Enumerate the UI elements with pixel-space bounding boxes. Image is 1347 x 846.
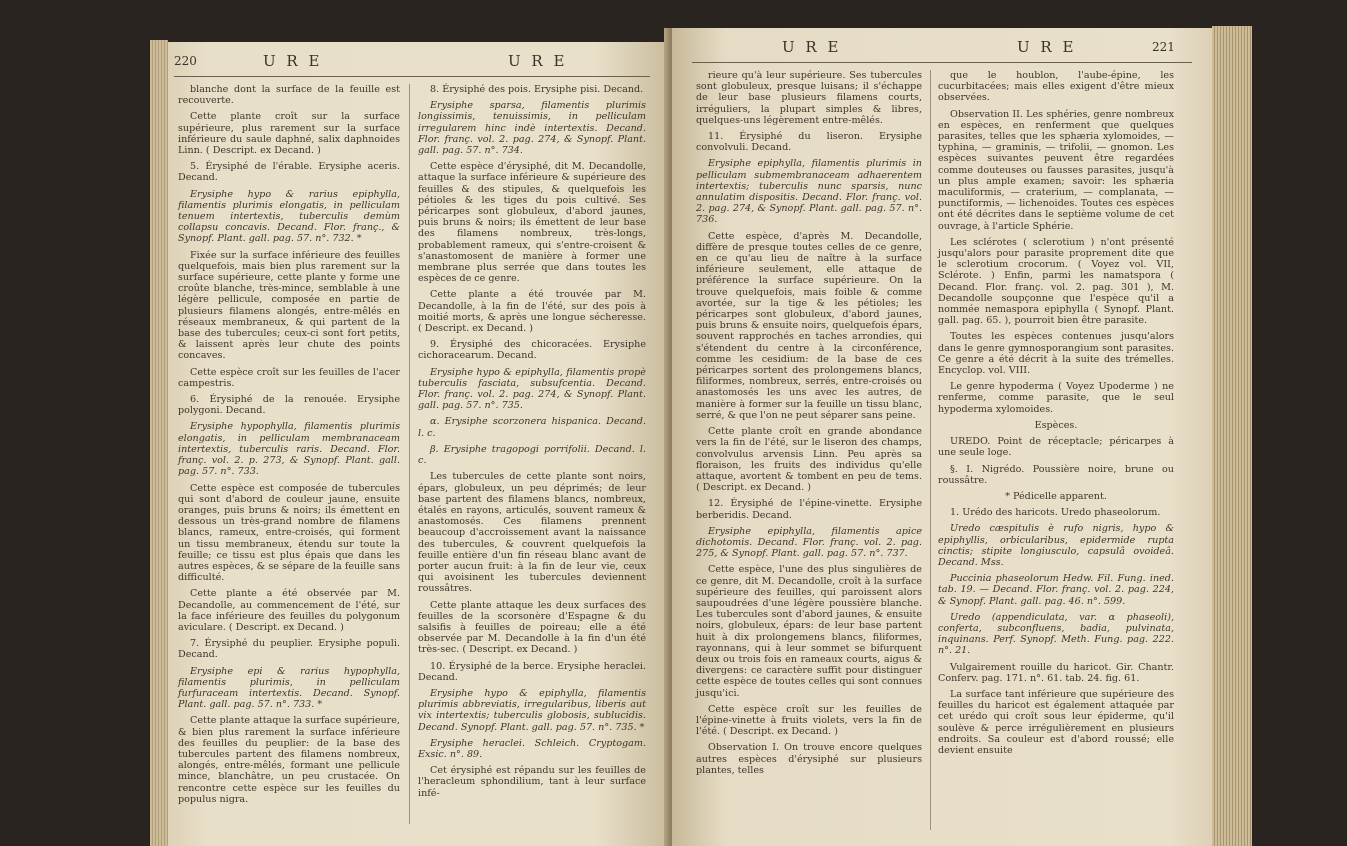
- text-column: [178, 84, 400, 810]
- column-divider: [930, 70, 931, 830]
- right-page-header: [672, 38, 1212, 60]
- paragraph: 11. Érysiphé du liseron. Erysiphe convolvuli. Decand.: [696, 131, 922, 154]
- right-page: [672, 28, 1212, 846]
- paragraph: Le genre hypoderma ( Voyez Upoderme ) ne renferme, comme parasite, que le seul hypoderma xylomoides.: [938, 381, 1174, 415]
- text-column: [696, 70, 922, 781]
- paragraph: que le houblon, l'aube-épine, les cucurbitacées; mais elles exigent d'être mieux observées.: [938, 70, 1174, 104]
- paragraph: Fixée sur la surface inférieure des feuilles quelquefois, mais bien plus rarement sur la surface supérieure, cette plante y forme une croûte blanche, très-mince, semblable à une légère pellicule, composée en partie de plusieurs filamens alongés, entre-mêlés en réseaux membraneux, & qui partent de la base des tubercules; ceux-ci sont fort petits, & laissent après leur chute des points concaves.: [178, 249, 400, 362]
- paragraph: Cette espèce croît sur les feuilles de l'épine-vinette à fruits violets, vers la fin de l'été. ( Descript. ex Decand. ): [696, 703, 922, 738]
- right-page-edges: [1212, 26, 1252, 846]
- paragraph: Cette espèce, l'une des plus singulières de ce genre, dit M. Decandolle, croît à la surface supérieure des feuilles, qui paroissent alors saupoudrées d'une légère poussière blanche. Les tubercules sont d'abord jaunes, & ensuite noirs, globuleux, épars: de leur base partent huit à dix prolongemens blancs, filiformes, rayonnans, qui à leur sommet se bifurquent deux ou trois fois en rameaux courts, aigus & divergens: ce caractère suffit pour distinguer cette espèce de toutes celles qui sont connues jusqu'ici.: [696, 564, 922, 699]
- running-title: U R E: [263, 52, 323, 70]
- paragraph: Erysiphe hypo & epiphylla, filamentis propè tuberculis fasciata, subsufcentia. Decand. Flor. franç. vol. 2. pag. 274, & Synopf. Plant. gall. pag. 57. n°. 735.: [418, 366, 646, 412]
- paragraph: Erysiphe hypo & rarius epiphylla, filamentis plurimis elongatis, in pelliculam tenuem intertextis, tuberculis demùm collapsu concavis. Decand. Flor. franç., & Synopf. Plant. gall. pag. 57. n°. 732. *: [178, 188, 400, 245]
- paragraph: Uredo cæspitulis è rufo nigris, hypo & epiphyllis, orbicularibus, epidermide rupta cinctis; stipite longiusculo, capsulâ ovoideâ. Decand. Mss.: [938, 523, 1174, 568]
- paragraph: Erysiphe hypophylla, filamentis plurimis elongatis, in pelliculam membranaceam intertextis, tuberculis raris. Decand. Flor. franç. vol. 2. p. 273, & Synopf. Plant. gall. pag. 57. n°. 733.: [178, 421, 400, 478]
- column-divider: [409, 84, 410, 824]
- paragraph: Erysiphe epiphylla, filamentis plurimis in pelliculam submembranaceam adhaerentem intertextis; tuberculis nunc sparsis, nunc annulatim dispositis. Decand. Flor. franç. vol. 2. pag. 274, & Synopf. Plant. gall. pag. 57. n°. 736.: [696, 158, 922, 226]
- paragraph: Erysiphe epi & rarius hypophylla, filamentis plurimis, in pelliculam furfuraceam intertextis. Decand. Synopf. Plant. gall. pag. 57. n°. 733. *: [178, 665, 400, 711]
- paragraph: Erysiphe epiphylla, filamentis apice dichotomis. Decand. Flor. franç. vol. 2. pag. 275, & Synopf. Plant. gall. pag. 57. n°. 737.: [696, 525, 922, 560]
- paragraph: rieure qu'à leur supérieure. Ses tubercules sont globuleux, presque luisans; il s'échappe de leur base plusieurs filamens courts, irréguliers, la plupart simples & libres, quelques-uns légèrement entre-mêlés.: [696, 70, 922, 126]
- text-column: [418, 84, 646, 804]
- paragraph: La surface tant inférieure que supérieure des feuilles du haricot est également attaquée par cet urédo qui croît sous leur épiderme, qu'il soulève & perce irrégulièrement en plusieurs endroits. Sa couleur est d'abord roussé; elle devient ensuite: [938, 688, 1174, 756]
- paragraph: Cette plante attaque les deux surfaces des feuilles de la scorsonère d'Espagne & du salsifis à feuilles de poireau; elle a été observée par M. Decandolle à la fin d'un été très-sec. ( Descript. ex Decand. ): [418, 599, 646, 656]
- paragraph: Cette plante a été trouvée par M. Decandolle, à la fin de l'été, sur des pois à moitié morts, & après une longue sécheresse. ( Descript. ex Decand. ): [418, 289, 646, 335]
- paragraph: * Pédicelle apparent.: [1005, 490, 1107, 502]
- paragraph: 7. Érysiphé du peuplier. Erysiphe populi. Decand.: [178, 638, 400, 661]
- running-title: U R E: [1017, 38, 1077, 56]
- paragraph: Uredo (appendiculata, var. α phaseoli), conferta, subconfluens, badia, pulvinata, inquinans. Perf. Synopf. Meth. Fung. pag. 222. n°. 21.: [938, 611, 1174, 657]
- left-page: [168, 42, 670, 846]
- paragraph: 1. Urédo des haricots. Uredo phaseolorum.: [950, 507, 1161, 519]
- paragraph: UREDO. Point de réceptacle; péricarpes à une seule loge.: [938, 436, 1174, 459]
- paragraph: 12. Érysiphé de l'épine-vinette. Erysiphe berberidis. Decand.: [696, 498, 922, 521]
- paragraph: Erysiphe heraclei. Schleich. Cryptogam. Exsic. n°. 89.: [418, 737, 646, 760]
- page-number: 220: [174, 54, 197, 68]
- paragraph: Cette plante a été observée par M. Decandolle, au commencement de l'été, sur la face inférieure des feuilles du polygonum aviculare. ( Descript. ex Decand. ): [178, 588, 400, 633]
- paragraph: Toutes les espèces contenues jusqu'alors dans le genre gymnosporangium sont parasites. Ce genre a été décrit à la suite des trémelles. Encyclop. vol. VIII.: [938, 331, 1174, 377]
- paragraph: Vulgairement rouille du haricot. Gir. Chantr. Conferv. pag. 171. n°. 61. tab. 24. fig. 61.: [938, 661, 1174, 684]
- paragraph: Erysiphe sparsa, filamentis plurimis longissimis, tenuissimis, in pelliculam irregularem hinc indè intertextis. Decand. Flor. franç. vol. 2. pag. 274, & Synopf. Plant. gall. pag. 57. n°. 734.: [418, 100, 646, 157]
- header-rule: [692, 62, 1192, 63]
- paragraph: Cette plante croît sur la surface supérieure, plus rarement sur la surface inférieure du saule daphné, salix daphnoides Linn. ( Descript. ex Decand. ): [178, 111, 400, 157]
- paragraph: Erysiphe hypo & epiphylla, filamentis plurimis abbreviatis, irregularibus, liberis aut vix intertextis; tuberculis globosis, sublucidis. Decand. Synopf. Plant. gall. pag. 57. n°. 735. *: [418, 687, 646, 733]
- paragraph: Cette espèce croît sur les feuilles de l'acer campestris.: [178, 366, 400, 389]
- paragraph: 8. Érysiphé des pois. Erysiphe pisi. Decand.: [430, 84, 644, 95]
- paragraph: 9. Érysiphé des chicoracées. Erysiphe cichoracearum. Decand.: [418, 339, 646, 362]
- left-page-header: [168, 52, 670, 74]
- paragraph: Cette plante attaque la surface supérieure, & bien plus rarement la surface inférieure des feuilles du peuplier: de la base des tubercules partent des filamens nombreux, alongés, entre-mêlés, formant une pellicule mince, blanchâtre, un peu crustacée. On rencontre cette espèce sur les feuilles du populus nigra.: [178, 715, 400, 805]
- running-title: U R E: [508, 52, 568, 70]
- page-number: 221: [1152, 40, 1175, 54]
- paragraph: §. I. Nigrédo. Poussière noire, brune ou roussâtre.: [938, 463, 1174, 486]
- paragraph: Les sclérotes ( sclerotium ) n'ont présenté jusqu'alors pour parasite proprement dite que le sclerotium crocorum. ( Voyez vol. VII, Sclérote. ) Enfin, parmi les namatspora ( Decand. Flor. franç. vol. 2. pag. 301 ), M. Decandolle soupçonne que l'espèce qu'il a nommée nemaspora epiphylla ( Synopf. Plant. gall. pag. 65. ), pourroit bien être parasite.: [938, 236, 1174, 327]
- paragraph: Espèces.: [1034, 419, 1078, 431]
- paragraph: β. Erysiphe tragopogi porrifolii. Decand. l. c.: [418, 443, 646, 467]
- text-column: [938, 70, 1174, 761]
- paragraph: Cette espèce d'érysiphé, dit M. Decandolle, attaque la surface inférieure & supérieure des feuilles & des stipules, & quelquefois les pétioles & les tiges du pois cultivé. Ses péricarpes sont globuleux, d'abord jaunes, puis bruns & noirs; ils émettent de leur base des filamens nombreux, très-longs, probablement rameux, qui s'entre-croisent & s'anastomosent de manière à former une membrane plus serrée que dans toutes les espèces de ce genre.: [418, 161, 646, 285]
- header-rule: [174, 76, 650, 77]
- paragraph: α. Erysiphe scorzonera hispanica. Decand. l. c.: [418, 416, 646, 439]
- paragraph: Cet érysiphé est répandu sur les feuilles de l'heracleum sphondilium, tant à leur surface infé-: [418, 765, 646, 799]
- paragraph: 5. Érysiphé de l'érable. Erysiphe aceris. Decand.: [178, 161, 400, 184]
- paragraph: Cette plante croît en grande abondance vers la fin de l'été, sur le liseron des champs, convolvulus arvensis Linn. Peu après sa floraison, les fruits des individus qu'elle attaque, avortent & tombent en peu de tems. ( Descript. ex Decand. ): [696, 426, 922, 494]
- paragraph: Les tubercules de cette plante sont noirs, épars, globuleux, un peu déprimés; de leur base partent des filamens blancs, nombreux, étalés en rayons, articulés, souvent rameux & anastomosés. Ces filamens prennent beaucoup d'accroissement avant la naissance des tubercules, & couvrent quelquefois la feuille entière d'un fin réseau blanc avant de porter aucun fruit: à la fin de leur vie, ceux qui avoisinent les tubercules deviennent roussâtres.: [418, 471, 646, 595]
- paragraph: Observation II. Les sphéries, genre nombreux en espèces, en renferment que quelques parasites, telles que les sphæria xylomoides, — typhina, — graminis, — trifolii, — gnomon. Les espèces suivantes peuvent être regardées comme douteuses ou fausses parasites, jusqu'à un plus ample examen; savoir: les sphæria maculiformis, — craterium, — complanata, — punctiformis, — lichenoides. Toutes ces espèces ont été décrites dans le septième volume de cet ouvrage, à l'article Sphérie.: [938, 108, 1174, 232]
- left-page-edges: [150, 40, 168, 846]
- paragraph: Observation I. On trouve encore quelques autres espèces d'érysiphé sur plusieurs plantes, telles: [696, 742, 922, 776]
- paragraph: Puccinia phaseolorum Hedw. Fil. Fung. ined. tab. 19. — Decand. Flor. franç. vol. 2. pag. 224, & Synopf. Plant. gall. pag. 46. n°. 599.: [938, 573, 1174, 607]
- paragraph: 10. Érysiphé de la berce. Erysiphe heraclei. Decand.: [418, 660, 646, 683]
- paragraph: 6. Érysiphé de la renouée. Erysiphe polygoni. Decand.: [178, 394, 400, 417]
- paragraph: blanche dont la surface de la feuille est recouverte.: [178, 84, 400, 107]
- paragraph: Cette espèce, d'après M. Decandolle, diffère de presque toutes celles de ce genre, en ce qu'au lieu de naître à la surface inférieure seulement, elle attaque de préférence la surface supérieure. On la trouve quelquefois, mais foible & comme avortée, sur la tige & les pétioles; les péricarpes sont globuleux, d'abord jaunes, puis bruns & ensuite noirs, quelquefois épars, souvent rapprochés en taches arrondies, qui s'étendent du centre à la circonférence, comme les cesidium: de la base de ces péricarpes sortent des prolongemens blancs, filiformes, nombreux, serrés, entre-croisés ou anastomosés les uns avec les autres, de manière à former sur la feuille un tissu blanc, serré, & que l'on ne peut séparer sans peine.: [696, 230, 922, 421]
- paragraph: Cette espèce est composée de tubercules qui sont d'abord de couleur jaune, ensuite oranges, puis bruns & noirs; ils émettent en dessous un très-grand nombre de filamens blancs, rameux, entre-croisés, qui forment un tissu membraneux, étendu sur toute la feuille; ce tissu est plus épais que dans les autres espèces, & se sépare de la feuille sans difficulté.: [178, 482, 400, 584]
- running-title: U R E: [782, 38, 842, 56]
